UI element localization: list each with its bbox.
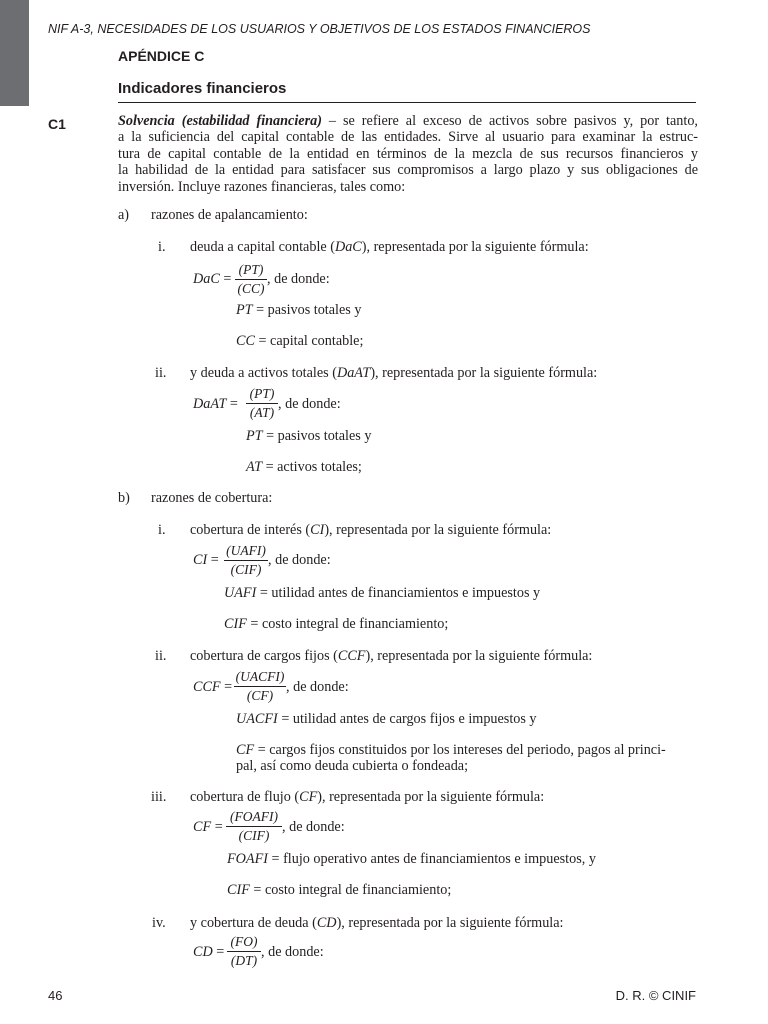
term: Solvencia (estabilidad financiera) bbox=[118, 113, 322, 129]
title-rule bbox=[118, 102, 696, 103]
definition: UAFI = utilidad antes de financiamientos e impuestos y bbox=[224, 585, 541, 601]
section-title: Indicadores financieros bbox=[118, 80, 287, 97]
formula-lhs: CD = bbox=[193, 944, 225, 960]
formula-lhs: DaAT = bbox=[193, 396, 238, 412]
page-number: 46 bbox=[48, 988, 63, 1003]
subitem-text: deuda a capital contable (DaC), representada por la siguiente fórmula: bbox=[190, 239, 589, 255]
subitem-text: cobertura de flujo (CF), representada por la siguiente fórmula: bbox=[190, 789, 545, 805]
formula-lhs: CI = bbox=[193, 552, 219, 568]
subitem-text: y deuda a activos totales (DaAT), representada por la siguiente fórmula: bbox=[190, 365, 598, 381]
item-label-a: a) bbox=[118, 207, 130, 223]
definition-continued: pal, así como deuda cubierta o fondeada; bbox=[236, 758, 469, 774]
formula-lhs: CF = bbox=[193, 819, 223, 835]
item-text-a: razones de apalancamiento: bbox=[151, 207, 308, 223]
paragraph-line: inversión. Incluye razones financieras, tales como: bbox=[118, 178, 406, 195]
formula-lhs: DaC = bbox=[193, 271, 232, 287]
copyright: D. R. © CINIF bbox=[615, 988, 696, 1003]
paragraph-number: C1 bbox=[48, 116, 66, 132]
formula-fraction: (FO) (DT) bbox=[227, 934, 261, 969]
paragraph-line: tura de capital contable de la entidad en términos de la mezcla de sus recursos financieros y bbox=[118, 145, 698, 162]
item-text-b: razones de cobertura: bbox=[151, 490, 273, 506]
formula-fraction: (FOAFI) (CIF) bbox=[226, 809, 282, 844]
formula-fraction: (UACFI) (CF) bbox=[235, 669, 285, 703]
subitem-label: ii. bbox=[155, 648, 167, 664]
subitem-label: iv. bbox=[152, 915, 166, 931]
subitem-label: ii. bbox=[155, 365, 167, 381]
paragraph-c1 bbox=[118, 113, 698, 195]
definition: FOAFI = flujo operativo antes de financiamientos e impuestos, y bbox=[227, 851, 596, 867]
definition: AT = activos totales; bbox=[246, 459, 362, 475]
definition: PT = pasivos totales y bbox=[236, 302, 362, 318]
definition: PT = pasivos totales y bbox=[246, 428, 372, 444]
subitem-text: y cobertura de deuda (CD), representada por la siguiente fórmula: bbox=[190, 915, 564, 931]
subitem-text: cobertura de cargos fijos (CCF), representada por la siguiente fórmula: bbox=[190, 648, 593, 664]
formula-lhs: CCF = bbox=[193, 679, 233, 695]
definition: CC = capital contable; bbox=[236, 333, 364, 349]
definition: CIF = costo integral de financiamiento; bbox=[224, 616, 449, 632]
side-tab-marker bbox=[0, 0, 29, 106]
item-label-b: b) bbox=[118, 490, 130, 506]
subitem-label: i. bbox=[158, 239, 166, 255]
subitem-label: i. bbox=[158, 522, 166, 538]
paragraph-line: a la suficiencia del capital contable de las entidades. Sirve al usuario para examinar la estruc- bbox=[118, 129, 698, 146]
appendix-heading: APÉNDICE C bbox=[118, 48, 205, 64]
formula-fraction: (PT) (AT) bbox=[246, 386, 278, 421]
formula-tail: , de donde: bbox=[261, 944, 324, 960]
formula-tail: , de donde: bbox=[267, 271, 330, 287]
running-header: NIF A-3, NECESIDADES DE LOS USUARIOS Y OBJETIVOS DE LOS ESTADOS FINANCIEROS bbox=[48, 22, 591, 36]
definition: UACFI = utilidad antes de cargos fijos e impuestos y bbox=[236, 711, 537, 727]
subitem-label: iii. bbox=[151, 789, 167, 805]
formula-fraction: (PT) (CC) bbox=[235, 262, 267, 297]
formula-fraction: (UAFI) (CIF) bbox=[224, 543, 268, 578]
definition: CF = cargos fijos constituidos por los intereses del periodo, pagos al princi- bbox=[236, 742, 666, 758]
paragraph-line: Solvencia (estabilidad financiera) – se refiere al exceso de activos sobre pasivos y, por tanto, bbox=[118, 113, 698, 129]
definition: CIF = costo integral de financiamiento; bbox=[227, 882, 452, 898]
subitem-text: cobertura de interés (CI), representada por la siguiente fórmula: bbox=[190, 522, 552, 538]
formula-tail: , de donde: bbox=[282, 819, 345, 835]
paragraph-line: la habilidad de la entidad para satisfacer sus compromisos a largo plazo y sus obligaciones de bbox=[118, 162, 698, 179]
formula-tail: , de donde: bbox=[268, 552, 331, 568]
formula-tail: , de donde: bbox=[286, 679, 349, 695]
formula-tail: , de donde: bbox=[278, 396, 341, 412]
